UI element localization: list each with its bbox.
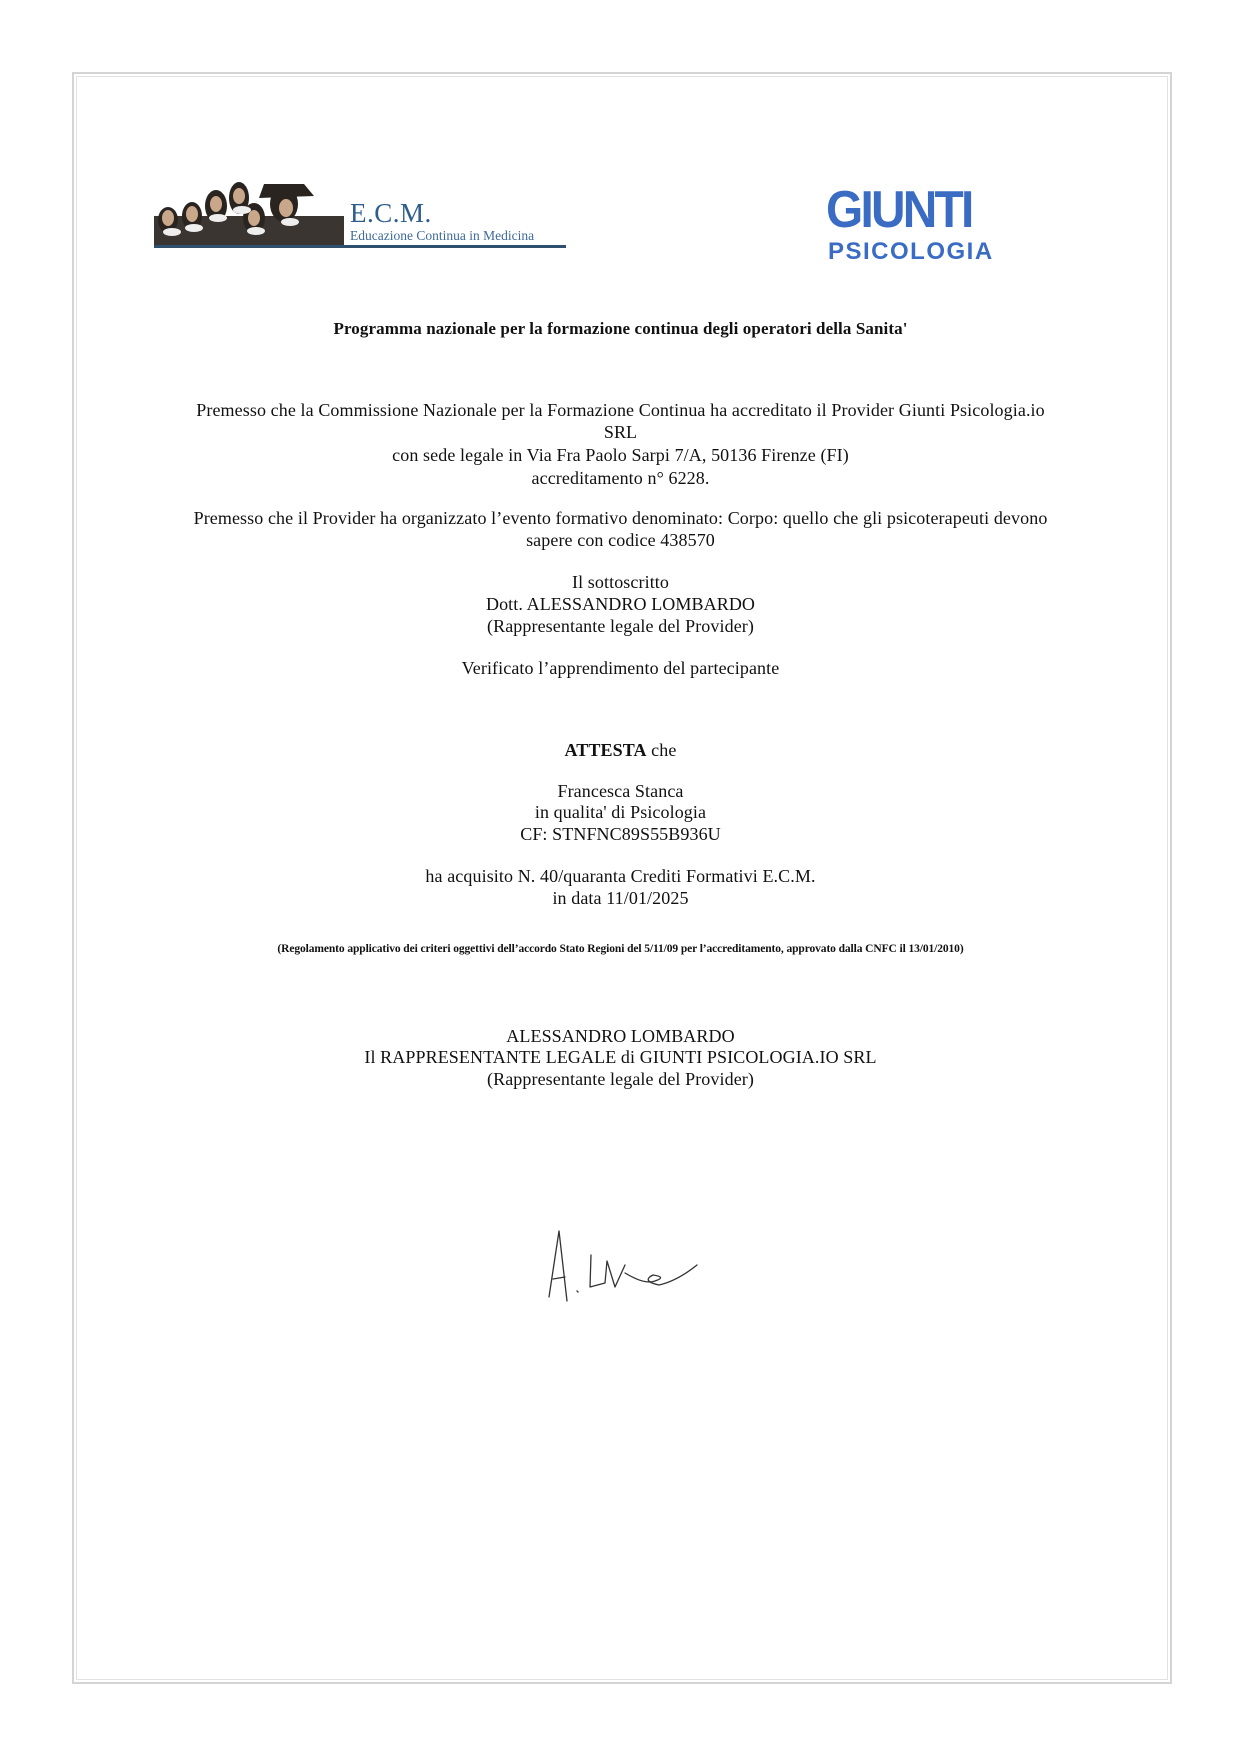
document-title: Programma nazionale per la formazione continua degli operatori della Sanita'	[333, 319, 908, 338]
undersigned-line: (Rappresentante legale del Provider)	[487, 616, 754, 636]
verified-text: Verificato l’apprendimento del partecipante	[461, 658, 780, 678]
participant-role: in qualita' di Psicologia	[534, 802, 707, 822]
giunti-logo	[826, 180, 1071, 264]
credits-line: ha acquisito N. 40/quaranta Crediti Formativi E.C.M.	[425, 866, 816, 886]
participant-cf: CF: STNFNC89S55B936U	[520, 824, 721, 844]
ecm-acronym: E.C.M.	[350, 198, 432, 228]
ecm-logo	[154, 176, 566, 250]
attesta-line	[0, 739, 1241, 761]
premise1-line: Premesso che la Commissione Nazionale per la Formazione Continua ha accreditato il Provider Giunti Psicologia.io	[196, 400, 1045, 420]
regulation-note: (Regolamento applicativo dei criteri oggettivi dell’accordo Stato Regioni del 5/11/09 per l’accreditamento, approvato dalla CNFC il 13/01/2010)	[277, 943, 964, 955]
undersigned-line: Il sottoscritto	[572, 572, 669, 592]
giunti-division: PSICOLOGIA	[828, 238, 994, 265]
undersigned-line: Dott. ALESSANDRO LOMBARDO	[485, 594, 756, 614]
attesta-rest: che	[646, 740, 677, 760]
signature-image	[545, 1225, 705, 1305]
signatory-name: ALESSANDRO LOMBARDO	[506, 1026, 735, 1046]
premise2-line: Premesso che il Provider ha organizzato l’evento formativo denominato: Corpo: quello che gli psicoterapeuti devono	[193, 508, 1048, 528]
premise1-line: con sede legale in Via Fra Paolo Sarpi 7/A, 50136 Firenze (FI)	[392, 445, 849, 465]
attesta-keyword: ATTESTA	[564, 740, 647, 760]
ecm-painting-icon	[154, 176, 344, 246]
signatory-title: Il RAPPRESENTANTE LEGALE di GIUNTI PSICOLOGIA.IO SRL	[364, 1047, 877, 1067]
premise1-line: SRL	[603, 422, 638, 442]
premise1-line: accreditamento n° 6228.	[531, 468, 710, 488]
premise2-line: sapere con codice 438570	[526, 530, 715, 550]
credits-date: in data 11/01/2025	[552, 888, 689, 908]
participant-name: Francesca Stanca	[557, 781, 684, 801]
giunti-name: GIUNTI	[826, 181, 972, 239]
signatory-role: (Rappresentante legale del Provider)	[487, 1069, 754, 1089]
ecm-subtitle: Educazione Continua in Medicina	[350, 228, 535, 243]
ecm-underline	[154, 245, 566, 248]
